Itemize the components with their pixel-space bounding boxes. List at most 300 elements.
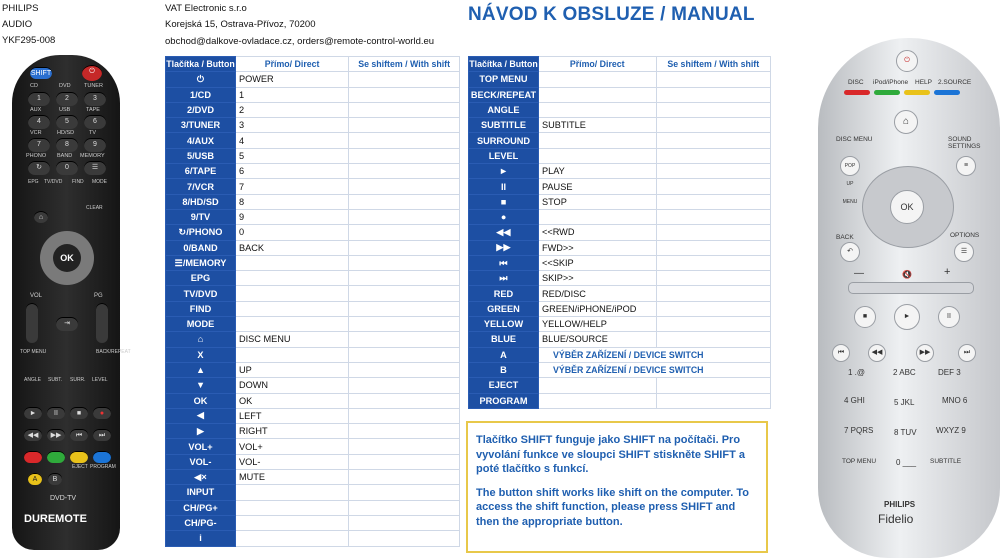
direct-function-cell: GREEN/iPHONE/iPOD: [538, 301, 656, 316]
table-row: [166, 164, 460, 179]
table-row: [469, 378, 771, 393]
shift-function-cell: [349, 485, 460, 500]
shift-function-cell: [656, 378, 770, 393]
shift-function-cell: [349, 454, 460, 469]
direct-function-cell: SUBTITLE: [538, 118, 656, 133]
header-shift: Se shiftem / With shift: [656, 57, 770, 72]
tape-label: TAPE: [86, 107, 100, 113]
table-row: [469, 194, 771, 209]
shift-function-cell: [349, 225, 460, 240]
vol-label: VOL: [30, 293, 43, 299]
direct-function-cell: 4: [235, 133, 348, 148]
direct-function-cell: VOL-: [235, 454, 348, 469]
shift-function-cell: [349, 133, 460, 148]
table-row: [166, 72, 460, 87]
button-name-cell: ☰/MEMORY: [166, 255, 236, 270]
table-row: [469, 286, 771, 301]
cd-label: CD: [30, 83, 38, 89]
button-name-cell: 6/TAPE: [166, 164, 236, 179]
button-name-cell: ⏮: [469, 255, 539, 270]
button-name-cell: PROGRAM: [469, 393, 539, 408]
table-row: [166, 470, 460, 485]
header-direct: Přímo/ Direct: [538, 57, 656, 72]
button-name-cell: 9/TV: [166, 209, 236, 224]
table-row: [469, 240, 771, 255]
aux-label: AUX: [30, 107, 42, 113]
shift-function-cell: [349, 240, 460, 255]
philips-logo: PHILIPS: [884, 500, 916, 509]
header-direct: Přímo/ Direct: [235, 57, 348, 72]
memory-label: MEMORY: [80, 153, 105, 159]
table-row: [469, 164, 771, 179]
direct-function-cell: POWER: [235, 72, 348, 87]
b-key: B: [48, 473, 62, 485]
shift-function-cell: [349, 194, 460, 209]
rewind-icon: ◀◀: [24, 429, 42, 441]
direct-function-cell: RED/DISC: [538, 286, 656, 301]
button-name-cell: OK: [166, 393, 236, 408]
table-row: [469, 133, 771, 148]
button-name-cell: ■: [469, 194, 539, 209]
direct-function-cell: [235, 531, 348, 546]
category-text: AUDIO: [2, 19, 33, 30]
button-name-cell: ▲: [166, 362, 236, 377]
button-name-cell: B: [469, 362, 539, 377]
table-row: [166, 133, 460, 148]
num-2: 2 ABC: [893, 368, 916, 377]
table-row: [469, 332, 771, 347]
shift-function-cell: [656, 225, 770, 240]
skip-forward-icon: ⏭: [958, 344, 976, 362]
shift-function-cell: [656, 148, 770, 163]
table-row: [166, 102, 460, 117]
topmenu-label: TOP MENU: [20, 349, 47, 355]
table-row: [469, 225, 771, 240]
button-name-cell: X: [166, 347, 236, 362]
table-row: [166, 87, 460, 102]
table-row: [469, 301, 771, 316]
yellow-key: [70, 451, 88, 463]
button-name-cell: TV/DVD: [166, 286, 236, 301]
mode-label: MODE: [92, 179, 107, 185]
shift-key: SHIFT: [30, 67, 52, 79]
shift-function-cell: [349, 271, 460, 286]
level-label: LEVEL: [92, 377, 108, 383]
direct-function-cell: VÝBĚR ZAŘÍZENÍ / DEVICE SWITCH: [538, 347, 770, 362]
shift-function-cell: [349, 362, 460, 377]
shift-function-cell: [349, 118, 460, 133]
table-row: [469, 118, 771, 133]
shift-function-cell: [656, 209, 770, 224]
play-icon: ►: [894, 304, 920, 330]
company-text: VAT Electronic s.r.o: [165, 3, 247, 14]
direct-function-cell: RIGHT: [235, 424, 348, 439]
shift-function-cell: [656, 255, 770, 270]
record-icon: ●: [93, 407, 111, 419]
direct-function-cell: DISC MENU: [235, 332, 348, 347]
green-key: [47, 451, 65, 463]
button-name-cell: 2/DVD: [166, 102, 236, 117]
key-3: 3: [84, 92, 106, 106]
direct-function-cell: OK: [235, 393, 348, 408]
button-name-cell: A: [469, 347, 539, 362]
right-code-table: [468, 56, 771, 409]
eject-label: EJECT: [72, 464, 88, 470]
remote-model-label: DVD-TV: [50, 495, 77, 502]
shift-function-cell: [349, 148, 460, 163]
source-label: 2.SOURCE: [938, 79, 972, 86]
button-name-cell: ⏭: [469, 271, 539, 286]
direct-function-cell: 7: [235, 179, 348, 194]
button-name-cell: ●: [469, 209, 539, 224]
table-row: [166, 408, 460, 423]
shift-function-cell: [349, 72, 460, 87]
button-name-cell: EJECT: [469, 378, 539, 393]
key-9: 9: [84, 138, 106, 152]
button-name-cell: 1/CD: [166, 87, 236, 102]
direct-function-cell: 9: [235, 209, 348, 224]
header-shift: Se shiftem / With shift: [349, 57, 460, 72]
key-0: 0: [56, 161, 78, 175]
table-row: [166, 240, 460, 255]
shift-function-cell: [349, 164, 460, 179]
shift-function-cell: [349, 424, 460, 439]
contact-text: obchod@dalkove-ovladace.cz, orders@remote-control-world.eu: [165, 36, 435, 47]
button-name-cell: SUBTITLE: [469, 118, 539, 133]
num-1: 1 .@: [848, 368, 866, 377]
table-row: [166, 531, 460, 546]
button-name-cell: TOP MENU: [469, 72, 539, 87]
volume-minus: —: [854, 268, 864, 279]
brand-text: PHILIPS: [2, 3, 39, 14]
surr-label: SURR.: [70, 377, 86, 383]
direct-function-cell: [538, 87, 656, 102]
table-row: [166, 194, 460, 209]
button-name-cell: SURROUND: [469, 133, 539, 148]
shift-function-cell: [349, 255, 460, 270]
key-6: 6: [84, 115, 106, 129]
direct-function-cell: 0: [235, 225, 348, 240]
table-row: [166, 485, 460, 500]
stop-icon: ■: [70, 407, 88, 419]
direct-function-cell: PAUSE: [538, 179, 656, 194]
a-key: A: [28, 473, 42, 485]
pause-icon: II: [47, 407, 65, 419]
shift-function-cell: [349, 439, 460, 454]
key-7: 7: [28, 138, 50, 152]
table-row: [166, 286, 460, 301]
table-row: [469, 87, 771, 102]
shift-function-cell: [349, 378, 460, 393]
ok-key: OK: [53, 244, 81, 272]
left-code-table: [165, 56, 460, 547]
button-name-cell: 3/TUNER: [166, 118, 236, 133]
shift-function-cell: [656, 240, 770, 255]
table-row: [469, 271, 771, 286]
key-4: 4: [28, 115, 50, 129]
shift-note-cz: Tlačítko SHIFT funguje jako SHIFT na počítači. Pro vyvolání funkce ve sloupci SHIFT stiskněte SHIFT a poté tlačítko s funkcí.: [476, 434, 745, 475]
direct-function-cell: BACK: [235, 240, 348, 255]
back-icon: ↶: [840, 242, 860, 262]
direct-function-cell: 8: [235, 194, 348, 209]
button-name-cell: MODE: [166, 317, 236, 332]
direct-function-cell: STOP: [538, 194, 656, 209]
num-8: 8 TUV: [894, 428, 917, 437]
direct-function-cell: [538, 209, 656, 224]
volume-plus: +: [944, 266, 951, 278]
direct-function-cell: PLAY: [538, 164, 656, 179]
direct-function-cell: DOWN: [235, 378, 348, 393]
tv-label: TV: [89, 130, 97, 136]
direct-function-cell: [538, 393, 656, 408]
header-button: Tlačítka / Button: [166, 57, 236, 72]
shift-function-cell: [656, 133, 770, 148]
table-row: [166, 454, 460, 469]
shift-function-cell: [656, 286, 770, 301]
pg-label: PG: [94, 293, 103, 299]
mute-icon: 🔇: [902, 270, 912, 279]
play-icon: ►: [24, 407, 42, 419]
top-menu-label: TOP MENU: [842, 458, 877, 465]
button-name-cell: LEVEL: [469, 148, 539, 163]
help-label: HELP: [915, 79, 932, 86]
button-name-cell: 5/USB: [166, 148, 236, 163]
skip-forward-icon: ⏭: [93, 429, 111, 441]
key-1: 1: [28, 92, 50, 106]
table-row: [469, 102, 771, 117]
shift-function-cell: [656, 87, 770, 102]
skip-back-icon: ⏮: [832, 344, 850, 362]
button-name-cell: VOL-: [166, 454, 236, 469]
duremote-logo: DUREMOTE: [24, 513, 87, 525]
vcr-label: VCR: [30, 130, 42, 136]
direct-function-cell: FWD>>: [538, 240, 656, 255]
back-label: BACK: [836, 234, 854, 241]
shift-function-cell: [349, 500, 460, 515]
yellow-key: [904, 90, 930, 95]
epg-label: EPG: [28, 179, 39, 185]
table-row: [469, 72, 771, 87]
direct-function-cell: BLUE/SOURCE: [538, 332, 656, 347]
num-9: WXYZ 9: [936, 426, 966, 435]
direct-function-cell: VÝBĚR ZAŘÍZENÍ / DEVICE SWITCH: [538, 362, 770, 377]
table-row: [166, 439, 460, 454]
table-row: [469, 317, 771, 332]
home-icon: ⌂: [34, 211, 48, 223]
direct-function-cell: SKIP>>: [538, 271, 656, 286]
shift-function-cell: [349, 347, 460, 362]
direct-function-cell: UP: [235, 362, 348, 377]
num-5: 5 JKL: [894, 398, 915, 407]
table-row: [166, 225, 460, 240]
button-name-cell: i: [166, 531, 236, 546]
shift-function-cell: [349, 317, 460, 332]
sound-settings-label: SOUND SETTINGS: [948, 136, 981, 150]
direct-function-cell: <<RWD: [538, 225, 656, 240]
button-name-cell: 0/BAND: [166, 240, 236, 255]
button-name-cell: BLUE: [469, 332, 539, 347]
blue-key: [934, 90, 960, 95]
button-name-cell: RED: [469, 286, 539, 301]
direct-function-cell: [235, 500, 348, 515]
button-name-cell: CH/PG+: [166, 500, 236, 515]
ok-key: OK: [890, 190, 924, 224]
channel-rocker: [96, 303, 108, 343]
subt-label: SUBT.: [48, 377, 63, 383]
tuner-label: TUNER: [84, 83, 103, 89]
duremote-remote-image: [12, 55, 131, 550]
shift-function-cell: [349, 332, 460, 347]
button-name-cell: BECK/REPEAT: [469, 87, 539, 102]
shift-function-cell: [656, 393, 770, 408]
direct-function-cell: [235, 286, 348, 301]
button-name-cell: ◀: [166, 408, 236, 423]
table-row: [469, 393, 771, 408]
band-label: BAND: [57, 153, 73, 159]
fidelio-logo: Fidelio: [878, 512, 914, 526]
button-name-cell: II: [469, 179, 539, 194]
direct-function-cell: 1: [235, 87, 348, 102]
table-row: [166, 148, 460, 163]
pause-icon: II: [938, 306, 960, 328]
options-icon: ☰: [954, 242, 974, 262]
direct-function-cell: [538, 72, 656, 87]
skip-back-icon: ⏮: [70, 429, 88, 441]
volume-bar: [848, 282, 974, 294]
table-row: [469, 209, 771, 224]
find-label: FIND: [72, 179, 84, 185]
volume-rocker: [26, 303, 38, 343]
power-icon: ⏻: [82, 65, 102, 81]
shift-function-cell: [349, 515, 460, 530]
direct-function-cell: [235, 301, 348, 316]
direct-function-cell: [538, 102, 656, 117]
table-header-row: [166, 57, 460, 72]
shift-function-cell: [349, 179, 460, 194]
button-name-cell: EPG: [166, 271, 236, 286]
num-3: DEF 3: [938, 368, 961, 377]
forward-icon: ▶▶: [916, 344, 934, 362]
options-label: OPTIONS: [950, 232, 980, 239]
shift-function-cell: [349, 102, 460, 117]
direct-function-cell: [235, 485, 348, 500]
table-row: [166, 301, 460, 316]
direct-function-cell: <<SKIP: [538, 255, 656, 270]
direct-function-cell: [235, 255, 348, 270]
shift-function-cell: [349, 301, 460, 316]
disc-menu-label: DISC MENU: [836, 136, 873, 143]
direct-function-cell: 5: [235, 148, 348, 163]
num-4: 4 GHI: [844, 396, 865, 405]
philips-fidelio-remote-image: [818, 38, 1000, 558]
shift-function-cell: [349, 209, 460, 224]
direct-function-cell: 6: [235, 164, 348, 179]
blue-key: [93, 451, 111, 463]
table-row: [166, 332, 460, 347]
key-2: 2: [56, 92, 78, 106]
button-name-cell: ⏻: [166, 72, 236, 87]
button-name-cell: 7/VCR: [166, 179, 236, 194]
shift-function-cell: [656, 332, 770, 347]
address-text: Korejská 15, Ostrava-Přívoz, 70200: [165, 19, 316, 30]
button-name-cell: ↻/PHONO: [166, 225, 236, 240]
home-icon: ⌂: [894, 110, 918, 134]
table-row: [166, 378, 460, 393]
table-row: [166, 500, 460, 515]
direct-function-cell: VOL+: [235, 439, 348, 454]
red-key: [24, 451, 42, 463]
angle-label: ANGLE: [24, 377, 41, 383]
key-5: 5: [56, 115, 78, 129]
button-name-cell: ◀×: [166, 470, 236, 485]
button-name-cell: ▼: [166, 378, 236, 393]
green-key: [874, 90, 900, 95]
header-button: Tlačítka / Button: [469, 57, 539, 72]
table-row: [166, 271, 460, 286]
table-row: [166, 118, 460, 133]
shift-note-box: [466, 421, 768, 553]
stop-icon: ■: [854, 306, 876, 328]
direct-function-cell: MUTE: [235, 470, 348, 485]
table-row: [166, 424, 460, 439]
table-header-row: [469, 57, 771, 72]
iphone-label: iPod/iPhone: [873, 79, 909, 86]
table-row: [166, 362, 460, 377]
rewind-icon: ◀◀: [868, 344, 886, 362]
subtitle-label: SUBTITLE: [930, 458, 962, 465]
power-icon: ⏻: [896, 50, 918, 72]
shift-function-cell: [349, 393, 460, 408]
button-name-cell: INPUT: [166, 485, 236, 500]
shift-function-cell: [656, 102, 770, 117]
table-row: [166, 347, 460, 362]
button-name-cell: ▶▶: [469, 240, 539, 255]
button-name-cell: ◀◀: [469, 225, 539, 240]
clear-label: CLEAR: [86, 205, 103, 211]
button-name-cell: YELLOW: [469, 317, 539, 332]
direct-function-cell: YELLOW/HELP: [538, 317, 656, 332]
shift-function-cell: [349, 87, 460, 102]
button-name-cell: CH/PG-: [166, 515, 236, 530]
button-name-cell: 4/AUX: [166, 133, 236, 148]
num-0: 0 ___: [896, 458, 917, 467]
back-repeat-label: BACK/REPEAT: [96, 349, 131, 355]
table-row: [166, 393, 460, 408]
button-name-cell: FIND: [166, 301, 236, 316]
num-7: 7 PQRS: [844, 426, 874, 435]
sound-settings-icon: ≡: [956, 156, 976, 176]
table-row: [166, 255, 460, 270]
table-row: [469, 179, 771, 194]
table-row: [166, 515, 460, 530]
table-row: [469, 347, 771, 362]
popup-menu-key: POP UP MENU: [840, 156, 860, 176]
shift-function-cell: [656, 164, 770, 179]
direct-function-cell: [538, 378, 656, 393]
shift-function-cell: [656, 118, 770, 133]
direct-function-cell: [235, 271, 348, 286]
page-title: NÁVOD K OBSLUZE / MANUAL: [468, 4, 755, 25]
repeat-key-icon: ↻: [28, 161, 50, 175]
table-row: [166, 209, 460, 224]
direct-function-cell: [235, 515, 348, 530]
button-name-cell: ▶: [166, 424, 236, 439]
direct-function-cell: [538, 133, 656, 148]
table-row: [469, 362, 771, 377]
menu-key-icon: ☰: [84, 161, 106, 175]
direct-function-cell: [235, 317, 348, 332]
disc-label: DISC: [848, 79, 864, 86]
